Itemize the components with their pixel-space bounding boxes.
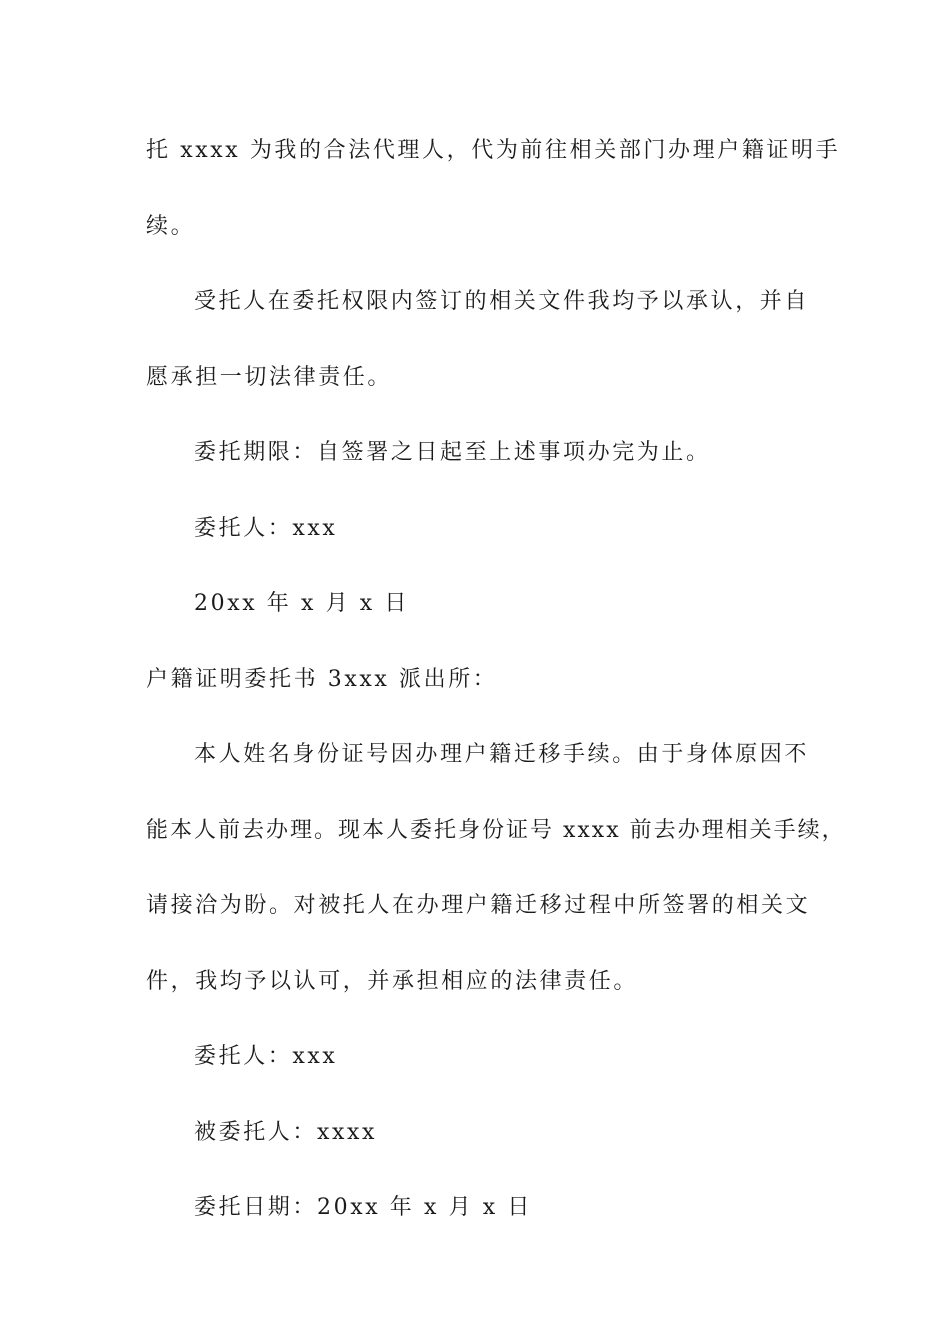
principal-line: 委托人：xxx xyxy=(194,515,338,541)
paragraph-line: 能本人前去办理。现本人委托身份证号 xxxx 前去办理相关手续， xyxy=(146,817,846,843)
paragraph-line: 续。 xyxy=(146,213,196,239)
paragraph-line: 请接洽为盼。对被托人在办理户籍迁移过程中所签署的相关文 xyxy=(146,893,811,918)
paragraph-line: 托 xxxx 为我的合法代理人，代为前往相关部门办理户籍证明手 xyxy=(146,138,841,163)
paragraph-line: 委托期限：自签署之日起至上述事项办完为止。 xyxy=(194,440,711,465)
document-body xyxy=(146,126,846,1259)
paragraph-line: 受托人在委托权限内签订的相关文件我均予以承认，并自 xyxy=(194,289,810,314)
paragraph-line: 件，我均予以认可，并承担相应的法律责任。 xyxy=(146,968,639,994)
principal-line: 委托人：xxx xyxy=(194,1044,338,1069)
date-line: 20xx 年 x 月 x 日 xyxy=(194,591,409,616)
section-heading: 户籍证明委托书 3xxx 派出所： xyxy=(146,666,498,692)
agent-line: 被委托人：xxxx xyxy=(194,1119,378,1145)
paragraph-line: 愿承担一切法律责任。 xyxy=(146,364,393,390)
date-line: 委托日期：20xx 年 x 月 x 日 xyxy=(194,1195,532,1220)
paragraph-line: 本人姓名身份证号因办理户籍迁移手续。由于身体原因不 xyxy=(194,742,810,767)
